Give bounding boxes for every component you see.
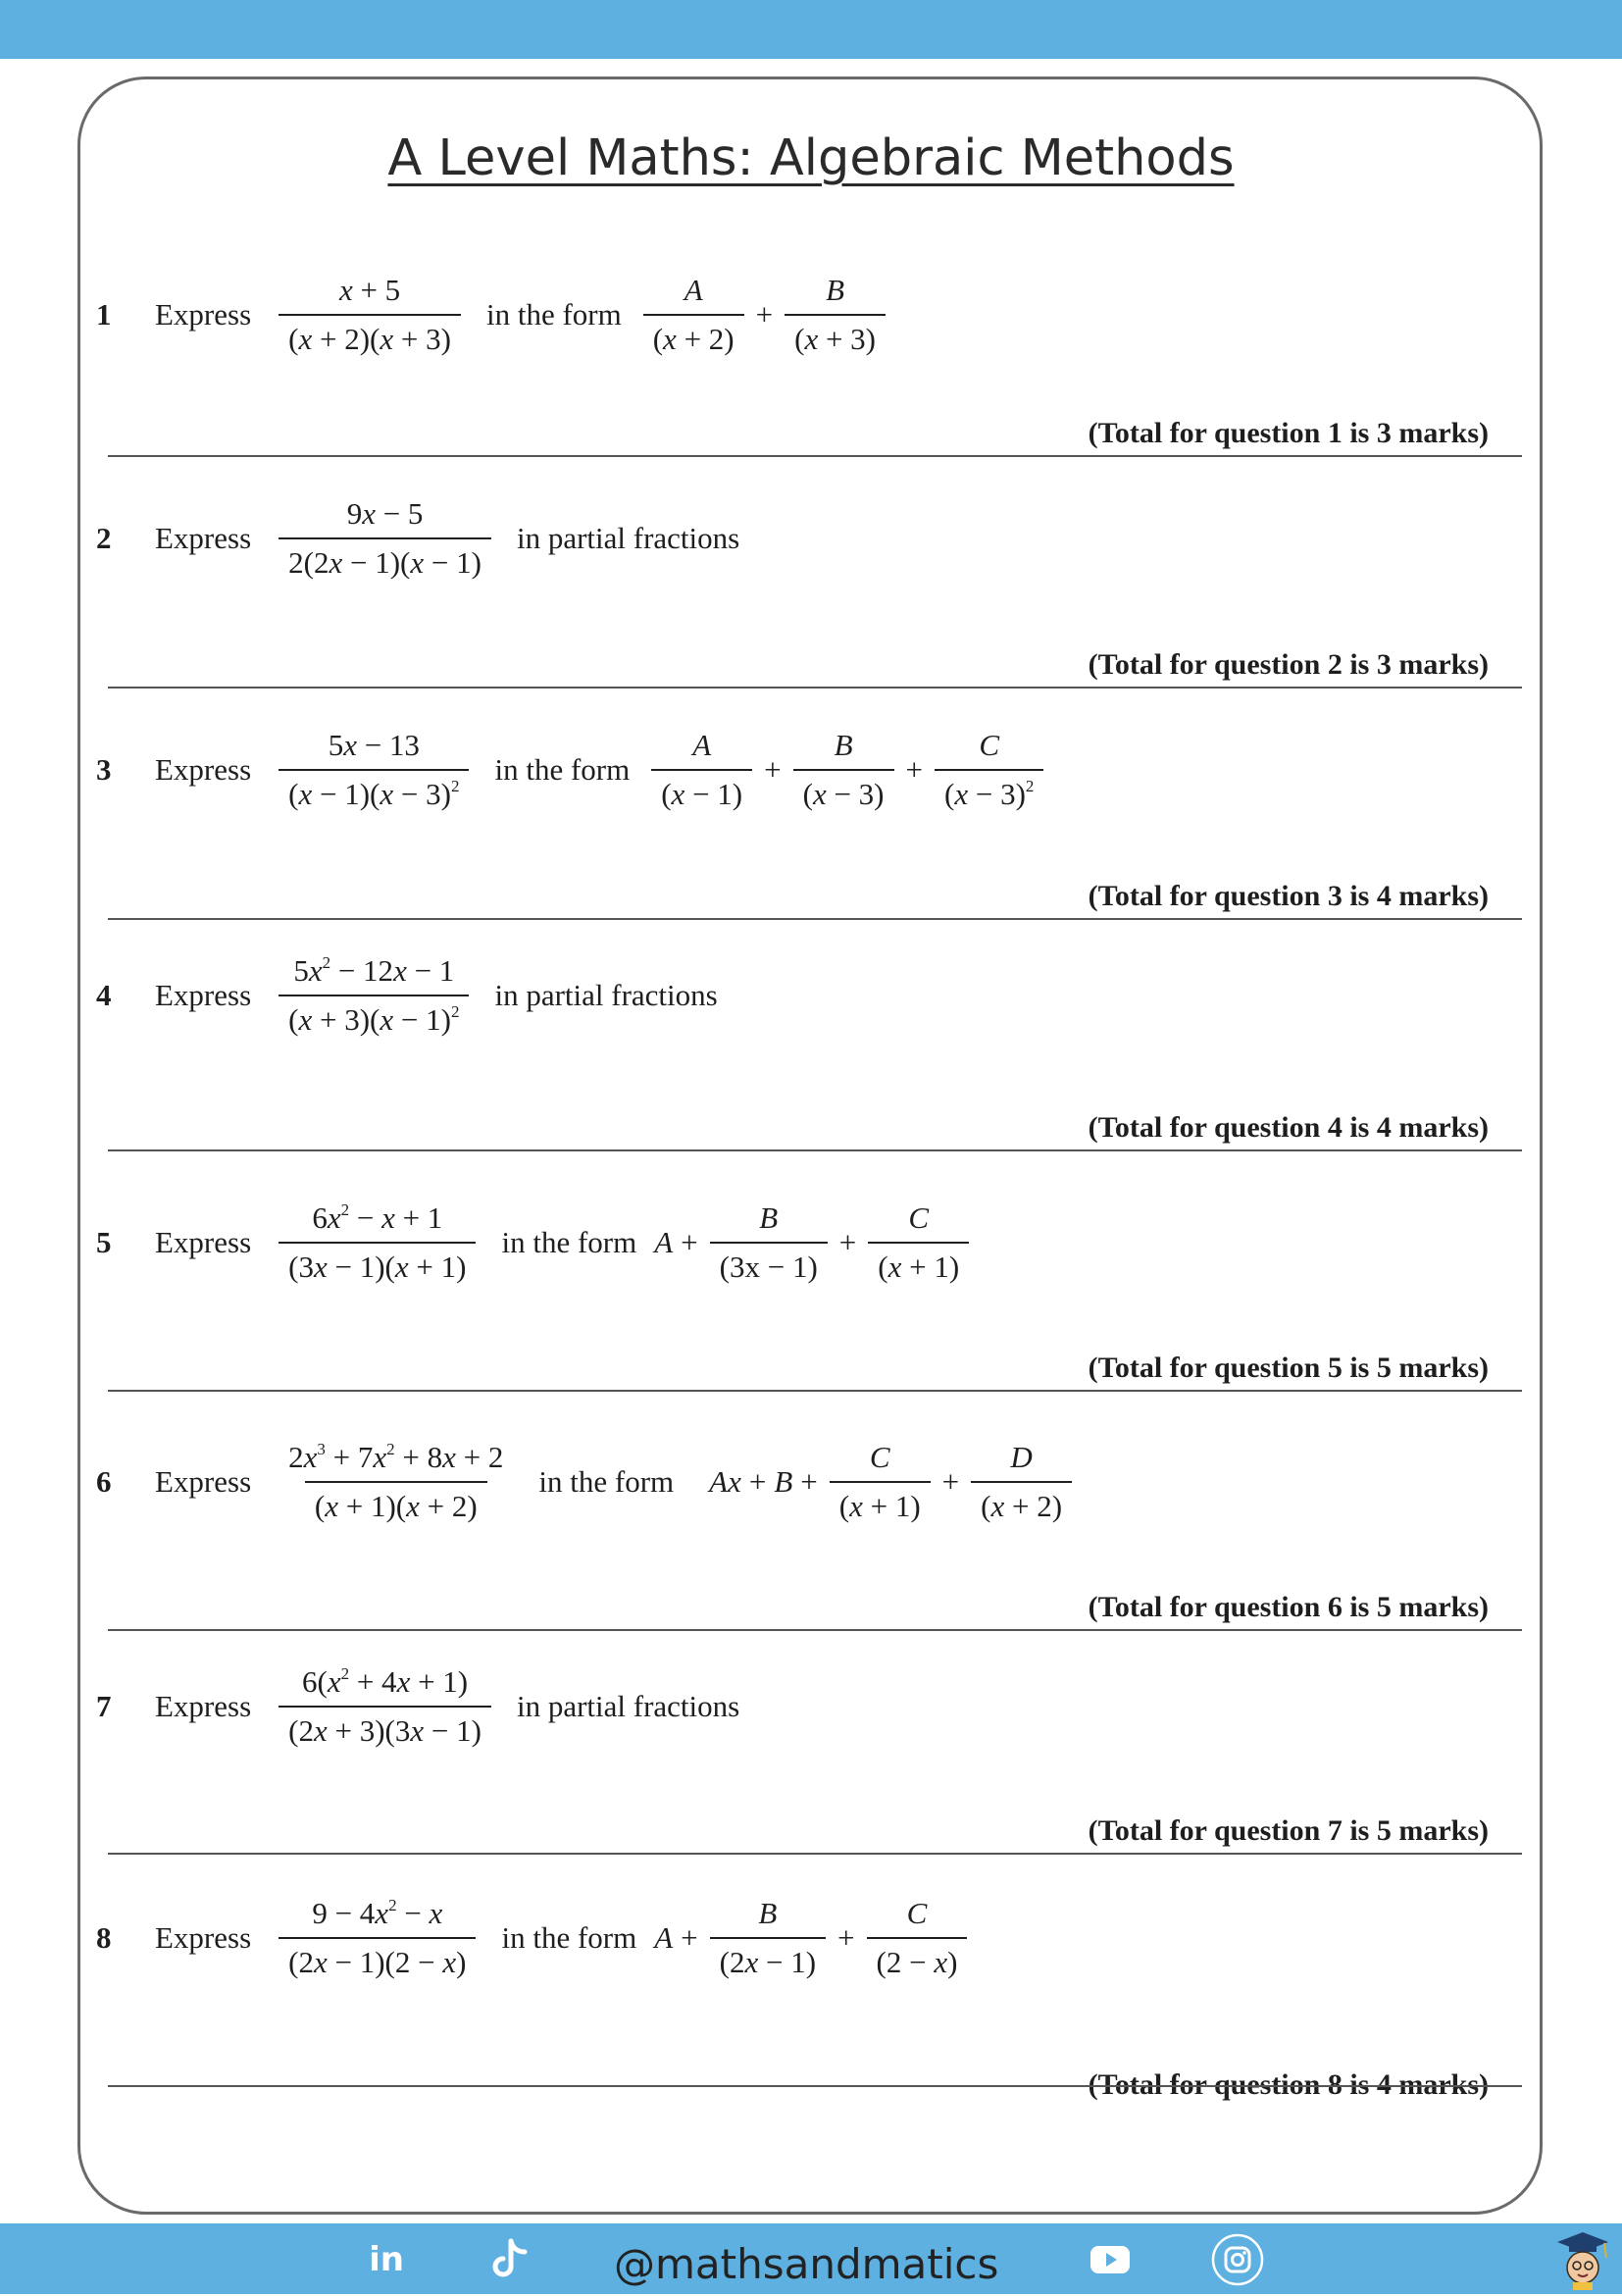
question-number: 1: [96, 297, 112, 332]
question-number: 4: [96, 978, 112, 1012]
fraction: $\frac{A}{(x + 2)}$: [643, 273, 744, 357]
mascot-icon: [1551, 2226, 1614, 2291]
fraction: $\frac{C}{(x + 1)}$: [830, 1440, 931, 1524]
divider: [108, 1853, 1522, 1855]
express-label: Express: [155, 752, 252, 787]
question-8: 8 Express $\frac{9 - 4x^2 - x}{(2x - 1)(2 - x)}$ in the form A + $\frac{B}{(2x - 1)}$ + $\frac{C}{(2 - x)}$: [96, 1896, 971, 1980]
express-label: Express: [155, 1689, 252, 1723]
fraction: $\frac{6x^2 - x + 1}{(3x - 1)(x + 1)}$: [279, 1200, 476, 1285]
fraction: $\frac{5x^2 - 12x - 1}{(x + 3)(x - 1)^2}$: [279, 953, 469, 1038]
top-bar: [0, 0, 1622, 59]
social-handle: @mathsandmatics: [614, 2240, 999, 2288]
divider: [108, 918, 1522, 920]
question-total: (Total for question 1 is 3 marks): [1088, 417, 1489, 449]
in-partial-fractions-label: in partial fractions: [494, 978, 718, 1012]
fraction: $\frac{5x - 13}{(x - 1)(x - 3)^2}$: [279, 728, 469, 812]
page-title: A Level Maths: Algebraic Methods: [387, 129, 1235, 187]
instagram-icon[interactable]: [1210, 2235, 1265, 2284]
question-number: 8: [96, 1920, 112, 1955]
question-total: (Total for question 2 is 3 marks): [1088, 648, 1489, 681]
fraction: $\frac{9 - 4x^2 - x}{(2x - 1)(2 - x)}$: [279, 1896, 476, 1980]
question-2: [96, 496, 757, 581]
question-7: [96, 1664, 757, 1749]
question-number: 5: [96, 1225, 112, 1259]
question-total: (Total for question 5 is 5 marks): [1088, 1352, 1489, 1384]
divider: [108, 2085, 1522, 2087]
fraction: $\frac{C}{(x - 3)^2}$: [935, 728, 1043, 812]
express-label: Express: [155, 1225, 252, 1259]
question-1: 1 Express $\frac{x + 5}{(x + 2)(x + 3)}$ in the form $\frac{A}{(x + 2)}$ + $\frac{B}{(x + 3)}$: [96, 273, 889, 357]
fraction: $\frac{D}{(x + 2)}$: [971, 1440, 1072, 1524]
express-label: Express: [155, 521, 252, 555]
question-number: 7: [96, 1689, 112, 1723]
divider: [108, 1390, 1522, 1392]
question-total: (Total for question 6 is 5 marks): [1088, 1591, 1489, 1623]
in-partial-fractions-label: in partial fractions: [516, 521, 740, 555]
fraction: $\frac{B}{(2x - 1)}$: [710, 1896, 826, 1980]
divider: [108, 455, 1522, 457]
fraction: $\frac{A}{(x - 1)}$: [651, 728, 752, 812]
page-frame: [77, 77, 1543, 2215]
in-the-form-label: in the form: [501, 1920, 637, 1955]
fraction: $\frac{x + 5}{(x + 2)(x + 3)}$: [279, 273, 461, 357]
question-3: 3 Express $\frac{5x - 13}{(x - 1)(x - 3)^2}$ in the form $\frac{A}{(x - 1)}$ + $\frac{B}{(x - 3)}$ + $\frac{C}{(x - 3)^2}$: [96, 728, 1047, 812]
divider: [108, 687, 1522, 689]
in-the-form-label: in the form: [538, 1464, 675, 1499]
express-label: Express: [155, 1464, 252, 1499]
fraction: $\frac{9x - 5}{2(2x - 1)(x - 1)}$: [279, 496, 491, 581]
fraction: $\frac{B}{(x + 3)}$: [785, 273, 886, 357]
in-the-form-label: in the form: [501, 1225, 637, 1259]
divider: [108, 1629, 1522, 1631]
express-label: Express: [155, 1920, 252, 1955]
in-the-form-label: in the form: [485, 297, 622, 332]
in-partial-fractions-label: in partial fractions: [516, 1689, 740, 1723]
question-total: (Total for question 4 is 4 marks): [1088, 1111, 1489, 1144]
linkedin-icon[interactable]: in: [369, 2240, 404, 2279]
question-number: 6: [96, 1464, 112, 1499]
in-the-form-label: in the form: [494, 752, 631, 787]
express-label: Express: [155, 297, 252, 332]
question-total: (Total for question 8 is 4 marks): [1088, 2068, 1489, 2101]
fraction: $\frac{C}{(2 - x)}$: [867, 1896, 968, 1980]
youtube-icon[interactable]: [1089, 2235, 1132, 2284]
express-label: Express: [155, 978, 252, 1012]
divider: [108, 1149, 1522, 1151]
question-number: 2: [96, 521, 112, 555]
question-total: (Total for question 7 is 5 marks): [1088, 1814, 1489, 1847]
fraction: $\frac{B}{(x - 3)}$: [793, 728, 894, 812]
question-total: (Total for question 3 is 4 marks): [1088, 880, 1489, 912]
question-5: 5 Express $\frac{6x^2 - x + 1}{(3x - 1)(x + 1)}$ in the form A + $\frac{B}{(3x - 1)}$ + $\frac{C}{(x + 1)}$: [96, 1200, 973, 1285]
fraction: $\frac{6(x^2 + 4x + 1)}{(2x + 3)(3x - 1)}$: [279, 1664, 491, 1749]
fraction: $\frac{2x^3 + 7x^2 + 8x + 2}{(x + 1)(x + 2)}$: [288, 1440, 504, 1523]
tiktok-icon[interactable]: [484, 2235, 533, 2284]
question-number: 3: [96, 752, 112, 787]
question-6: 6 Express $\frac{2x^3 + 7x^2 + 8x + 2}{(x + 1)(x + 2)}$ in the form Ax + B + $\frac{C}{(x + 1)}$ + $\frac{D}{(x + 2)}$: [96, 1440, 1076, 1524]
fraction: $\frac{C}{(x + 1)}$: [868, 1200, 969, 1285]
fraction: $\frac{B}{(3x - 1)}$: [710, 1200, 828, 1285]
question-4: [96, 953, 735, 1038]
